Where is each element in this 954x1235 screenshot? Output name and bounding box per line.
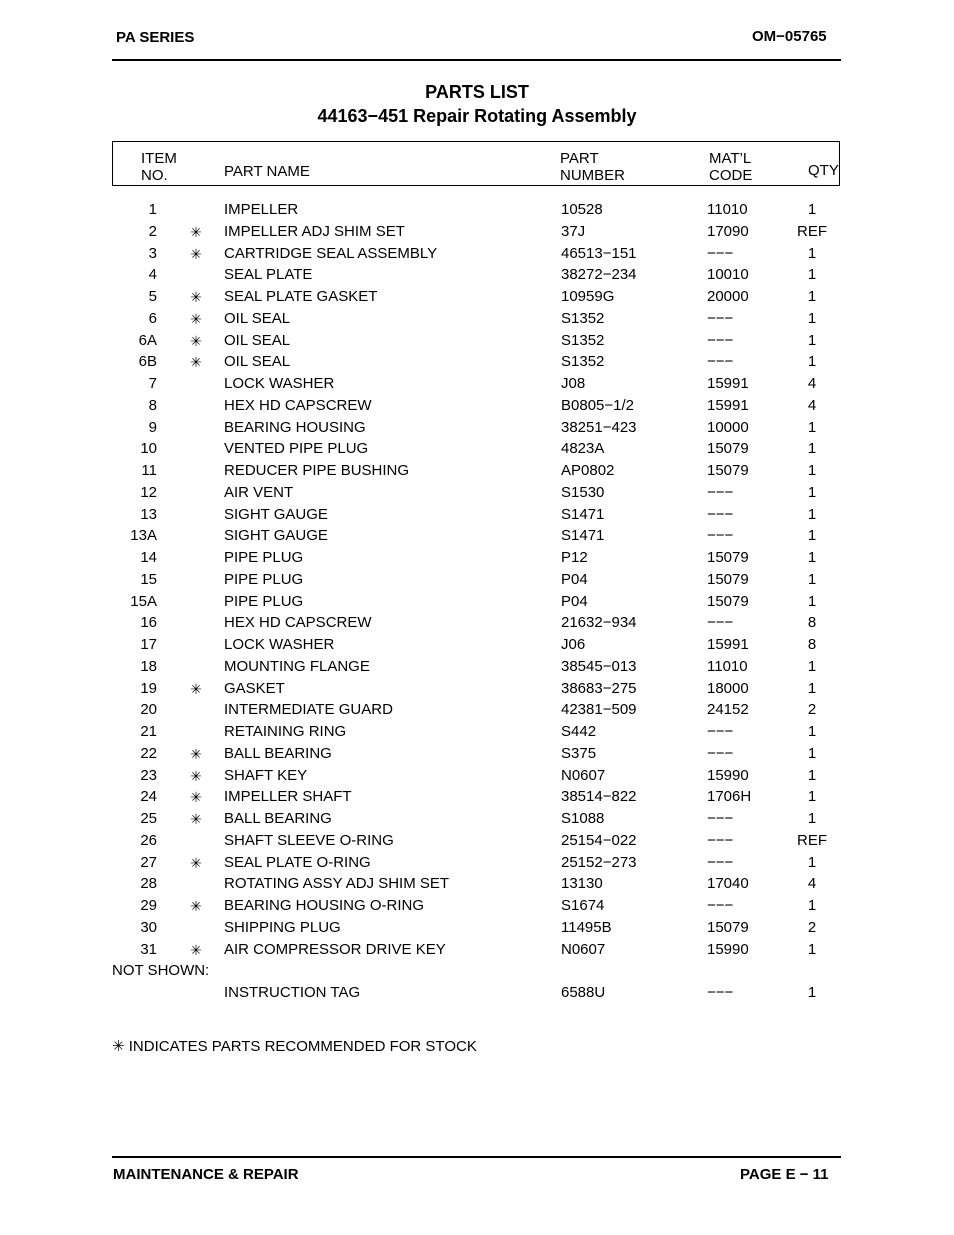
quantity: 1 bbox=[807, 897, 817, 914]
material-code: 15990 bbox=[707, 766, 749, 784]
stock-marker-icon: ✳ bbox=[190, 941, 202, 958]
part-number: J08 bbox=[561, 375, 586, 392]
item-number: 3 bbox=[148, 244, 157, 262]
part-number: 10528 bbox=[561, 201, 603, 218]
part-name: PIPE PLUG bbox=[224, 570, 304, 588]
footnote: ✳ INDICATES PARTS RECOMMENDED FOR STOCK bbox=[112, 1038, 477, 1055]
material-code: −−− bbox=[707, 505, 734, 523]
material-code: 15991 bbox=[707, 636, 749, 653]
part-name: AIR COMPRESSOR DRIVE KEY bbox=[224, 940, 446, 958]
item-number: 26 bbox=[140, 831, 157, 849]
stock-marker-icon: ✳ bbox=[190, 854, 202, 871]
material-code: −−− bbox=[707, 853, 734, 871]
table-row bbox=[0, 245, 954, 267]
quantity: 1 bbox=[807, 788, 817, 806]
stock-marker-icon: ✳ bbox=[190, 680, 202, 697]
part-name: INSTRUCTION TAG bbox=[224, 984, 361, 1001]
item-number: 17 bbox=[140, 636, 157, 653]
part-number: S1352 bbox=[561, 353, 605, 371]
stock-marker-icon: ✳ bbox=[190, 245, 202, 262]
quantity: 1 bbox=[807, 353, 817, 371]
stock-marker-icon: ✳ bbox=[190, 223, 202, 240]
page-subtitle: 44163−451 Repair Rotating Assembly bbox=[317, 106, 637, 126]
part-number: S1352 bbox=[561, 331, 605, 349]
table-row bbox=[0, 593, 954, 615]
part-number: 38683−275 bbox=[561, 679, 637, 697]
quantity: 1 bbox=[807, 723, 817, 740]
item-number: 29 bbox=[140, 897, 157, 914]
item-number: 11 bbox=[141, 462, 157, 479]
material-code: 17040 bbox=[707, 875, 749, 893]
part-number: 4823A bbox=[561, 440, 605, 458]
part-name: SIGHT GAUGE bbox=[224, 505, 328, 523]
table-row bbox=[0, 397, 954, 419]
part-number: P12 bbox=[561, 549, 588, 566]
part-number: 21632−934 bbox=[561, 614, 637, 632]
part-name: SHAFT KEY bbox=[224, 766, 308, 784]
part-number: J06 bbox=[561, 636, 586, 653]
material-code: −−− bbox=[707, 723, 734, 740]
table-row bbox=[0, 375, 954, 397]
material-code: −−− bbox=[707, 831, 734, 849]
column-header-material-code: MAT’L CODE bbox=[709, 150, 753, 184]
parts-table-body bbox=[0, 201, 954, 1006]
page-title: PARTS LIST bbox=[425, 82, 529, 102]
item-number: 18 bbox=[140, 657, 157, 675]
table-row bbox=[0, 440, 954, 462]
material-code: −−− bbox=[707, 244, 734, 262]
part-name: IMPELLER ADJ SHIM SET bbox=[224, 222, 405, 240]
table-row bbox=[0, 701, 954, 723]
quantity: 8 bbox=[807, 636, 817, 653]
item-number: 25 bbox=[140, 810, 157, 827]
item-number: 6B bbox=[138, 353, 157, 371]
material-code: 10000 bbox=[707, 418, 749, 436]
quantity: 2 bbox=[807, 701, 817, 719]
part-name: OIL SEAL bbox=[224, 331, 291, 349]
material-code: −−− bbox=[707, 483, 734, 501]
table-row bbox=[0, 788, 954, 810]
part-number: P04 bbox=[561, 592, 588, 610]
stock-marker-icon: ✳ bbox=[190, 745, 202, 762]
quantity: 1 bbox=[807, 288, 817, 305]
part-number: S1088 bbox=[561, 810, 605, 827]
quantity: 1 bbox=[807, 462, 817, 479]
table-row bbox=[0, 658, 954, 680]
series-label: PA SERIES bbox=[116, 29, 195, 46]
part-number: 10959G bbox=[561, 288, 615, 305]
part-number: S1352 bbox=[561, 309, 605, 327]
material-code: 15079 bbox=[707, 918, 749, 936]
stock-marker-icon: ✳ bbox=[190, 289, 202, 305]
part-name: IMPELLER SHAFT bbox=[224, 788, 352, 806]
part-name: SHAFT SLEEVE O-RING bbox=[224, 831, 394, 849]
table-row bbox=[0, 941, 954, 963]
table-row bbox=[0, 223, 954, 245]
material-code: −−− bbox=[707, 984, 734, 1001]
table-row bbox=[0, 767, 954, 789]
stock-marker-icon: ✳ bbox=[190, 332, 202, 349]
part-name: INTERMEDIATE GUARD bbox=[224, 701, 393, 719]
part-name: PIPE PLUG bbox=[224, 549, 304, 566]
item-number: 4 bbox=[148, 266, 157, 284]
item-number: 12 bbox=[140, 483, 157, 501]
table-row bbox=[0, 527, 954, 549]
item-number: 6 bbox=[148, 309, 157, 327]
table-row bbox=[0, 419, 954, 441]
column-header-item: ITEM NO. bbox=[141, 150, 177, 184]
quantity: 4 bbox=[807, 375, 817, 392]
quantity: 1 bbox=[807, 440, 817, 458]
material-code: 15991 bbox=[707, 396, 749, 414]
part-number: 6588U bbox=[561, 984, 606, 1001]
not-shown-row bbox=[0, 962, 954, 984]
part-number: S1530 bbox=[561, 483, 605, 501]
column-header-part-name: PART NAME bbox=[224, 163, 310, 180]
table-row bbox=[0, 462, 954, 484]
part-name: OIL SEAL bbox=[224, 309, 291, 327]
item-number: 7 bbox=[148, 375, 157, 392]
item-number: 2 bbox=[148, 222, 157, 240]
table-row bbox=[0, 984, 954, 1006]
quantity: 1 bbox=[807, 309, 817, 327]
quantity: 1 bbox=[807, 940, 817, 958]
item-number: 9 bbox=[148, 418, 157, 436]
part-number: S442 bbox=[561, 723, 597, 740]
part-name: SIGHT GAUGE bbox=[224, 527, 328, 545]
material-code: −−− bbox=[707, 744, 734, 762]
quantity: 1 bbox=[807, 810, 817, 827]
part-number: 25152−273 bbox=[561, 853, 637, 871]
item-number: 20 bbox=[140, 701, 157, 719]
table-row bbox=[0, 680, 954, 702]
part-number: 37J bbox=[561, 222, 586, 240]
material-code: −−− bbox=[707, 897, 734, 914]
item-number: 6A bbox=[138, 331, 157, 349]
quantity: 1 bbox=[807, 592, 817, 610]
quantity: 1 bbox=[807, 266, 817, 284]
part-name: AIR VENT bbox=[224, 483, 294, 501]
quantity: 1 bbox=[807, 570, 817, 588]
item-number: 16 bbox=[140, 614, 157, 632]
quantity: 1 bbox=[807, 657, 817, 675]
quantity: REF bbox=[797, 831, 827, 849]
part-name: BALL BEARING bbox=[224, 744, 332, 762]
item-number: 8 bbox=[148, 396, 157, 414]
item-number: 5 bbox=[148, 288, 157, 305]
item-number: 24 bbox=[140, 788, 157, 806]
stock-marker-icon: ✳ bbox=[190, 310, 202, 327]
table-row bbox=[0, 332, 954, 354]
part-name: MOUNTING FLANGE bbox=[224, 657, 370, 675]
item-number: 22 bbox=[140, 744, 157, 762]
part-name: RETAINING RING bbox=[224, 723, 347, 740]
part-number: S1674 bbox=[561, 897, 605, 914]
part-name: REDUCER PIPE BUSHING bbox=[224, 462, 410, 479]
part-name: ROTATING ASSY ADJ SHIM SET bbox=[224, 875, 450, 893]
quantity: 1 bbox=[807, 331, 817, 349]
material-code: 15079 bbox=[707, 570, 749, 588]
part-number: 38251−423 bbox=[561, 418, 637, 436]
table-row bbox=[0, 310, 954, 332]
part-name: PIPE PLUG bbox=[224, 592, 304, 610]
part-number: 42381−509 bbox=[561, 701, 637, 719]
quantity: 1 bbox=[807, 527, 817, 545]
part-name: SEAL PLATE O-RING bbox=[224, 853, 371, 871]
part-name: LOCK WASHER bbox=[224, 636, 335, 653]
quantity: 1 bbox=[807, 679, 817, 697]
table-row bbox=[0, 571, 954, 593]
table-row bbox=[0, 549, 954, 571]
quantity: 1 bbox=[807, 483, 817, 501]
quantity: 1 bbox=[807, 853, 817, 871]
table-row bbox=[0, 897, 954, 919]
table-row bbox=[0, 723, 954, 745]
part-number: 25154−022 bbox=[561, 831, 637, 849]
quantity: REF bbox=[797, 222, 827, 240]
material-code: −−− bbox=[707, 353, 734, 371]
part-number: 38272−234 bbox=[561, 266, 637, 284]
part-name: SEAL PLATE GASKET bbox=[224, 288, 378, 305]
material-code: −−− bbox=[707, 331, 734, 349]
part-name: HEX HD CAPSCREW bbox=[224, 396, 372, 414]
part-name: VENTED PIPE PLUG bbox=[224, 440, 369, 458]
item-number: 30 bbox=[140, 918, 157, 936]
item-number: 27 bbox=[140, 853, 157, 871]
table-row bbox=[0, 636, 954, 658]
part-name: SHIPPING PLUG bbox=[224, 918, 341, 936]
table-row bbox=[0, 614, 954, 636]
material-code: 1706H bbox=[707, 788, 752, 806]
item-number: 28 bbox=[140, 875, 157, 893]
item-number: 14 bbox=[140, 549, 157, 566]
material-code: 11010 bbox=[707, 657, 748, 675]
material-code: −−− bbox=[707, 309, 734, 327]
part-name: BEARING HOUSING bbox=[224, 418, 366, 436]
item-number: 1 bbox=[148, 201, 157, 218]
item-number: 10 bbox=[140, 440, 157, 458]
part-name: OIL SEAL bbox=[224, 353, 291, 371]
table-row bbox=[0, 854, 954, 876]
table-row bbox=[0, 832, 954, 854]
quantity: 1 bbox=[807, 505, 817, 523]
table-row bbox=[0, 506, 954, 528]
material-code: 11010 bbox=[707, 201, 748, 218]
table-row bbox=[0, 288, 954, 310]
material-code: −−− bbox=[707, 810, 734, 827]
quantity: 8 bbox=[807, 614, 817, 632]
part-number: B0805−1/2 bbox=[561, 396, 634, 414]
material-code: −−− bbox=[707, 614, 734, 632]
material-code: 15079 bbox=[707, 440, 749, 458]
material-code: 15990 bbox=[707, 940, 749, 958]
footer-rule bbox=[112, 1156, 841, 1158]
part-number: N0607 bbox=[561, 766, 606, 784]
part-number: 11495B bbox=[561, 918, 612, 936]
stock-marker-icon: ✳ bbox=[190, 789, 202, 806]
column-header-part-number: PART NUMBER bbox=[560, 150, 626, 184]
part-number: 38514−822 bbox=[561, 788, 637, 806]
table-row bbox=[0, 353, 954, 375]
header-rule bbox=[112, 59, 841, 61]
item-number: 19 bbox=[140, 679, 157, 697]
material-code: −−− bbox=[707, 527, 734, 545]
quantity: 1 bbox=[807, 418, 817, 436]
part-number: S1471 bbox=[561, 505, 605, 523]
stock-marker-icon: ✳ bbox=[190, 354, 202, 371]
item-number: 23 bbox=[140, 766, 157, 784]
quantity: 1 bbox=[807, 201, 817, 218]
material-code: 15079 bbox=[707, 592, 749, 610]
quantity: 1 bbox=[807, 744, 817, 762]
material-code: 15991 bbox=[707, 375, 749, 392]
document-number: OM−05765 bbox=[752, 28, 827, 45]
part-name: BEARING HOUSING O-RING bbox=[224, 897, 425, 914]
part-name: BALL BEARING bbox=[224, 810, 332, 827]
item-number: 15 bbox=[140, 570, 157, 588]
stock-marker-icon: ✳ bbox=[190, 898, 202, 914]
item-number: 13A bbox=[130, 527, 157, 545]
material-code: 20000 bbox=[707, 288, 749, 305]
quantity: 1 bbox=[807, 549, 817, 566]
material-code: 15079 bbox=[707, 549, 749, 566]
stock-marker-icon: ✳ bbox=[190, 811, 202, 827]
material-code: 10010 bbox=[707, 266, 749, 284]
page-number: PAGE E − 11 bbox=[740, 1166, 829, 1183]
part-name: GASKET bbox=[224, 679, 285, 697]
column-header-qty: QTY bbox=[808, 162, 839, 179]
part-number: 46513−151 bbox=[561, 244, 637, 262]
material-code: 18000 bbox=[707, 679, 749, 697]
part-name: LOCK WASHER bbox=[224, 375, 335, 392]
quantity: 4 bbox=[807, 396, 817, 414]
item-number: 13 bbox=[140, 505, 157, 523]
part-name: IMPELLER bbox=[224, 201, 299, 218]
table-row bbox=[0, 266, 954, 288]
part-number: N0607 bbox=[561, 940, 606, 958]
material-code: 15079 bbox=[707, 462, 749, 479]
quantity: 1 bbox=[807, 984, 817, 1001]
quantity: 2 bbox=[807, 918, 817, 936]
part-name: SEAL PLATE bbox=[224, 266, 313, 284]
stock-marker-icon: ✳ bbox=[190, 767, 202, 784]
part-name: CARTRIDGE SEAL ASSEMBLY bbox=[224, 244, 438, 262]
table-row bbox=[0, 919, 954, 941]
not-shown-label: NOT SHOWN: bbox=[112, 962, 210, 980]
table-header bbox=[112, 141, 840, 186]
part-number: 38545−013 bbox=[561, 657, 637, 675]
material-code: 24152 bbox=[707, 701, 749, 719]
table-row bbox=[0, 745, 954, 767]
table-row bbox=[0, 875, 954, 897]
part-number: P04 bbox=[561, 570, 588, 588]
part-number: AP0802 bbox=[561, 462, 615, 479]
table-row bbox=[0, 810, 954, 832]
quantity: 1 bbox=[807, 766, 817, 784]
item-number: 15A bbox=[130, 592, 157, 610]
quantity: 1 bbox=[807, 244, 817, 262]
quantity: 4 bbox=[807, 875, 817, 893]
part-number: 13130 bbox=[561, 875, 603, 893]
table-row bbox=[0, 484, 954, 506]
item-number: 31 bbox=[140, 940, 157, 958]
section-label: MAINTENANCE & REPAIR bbox=[113, 1166, 299, 1183]
part-name: HEX HD CAPSCREW bbox=[224, 614, 372, 632]
item-number: 21 bbox=[140, 723, 157, 740]
material-code: 17090 bbox=[707, 222, 749, 240]
part-number: S375 bbox=[561, 744, 597, 762]
table-row bbox=[0, 201, 954, 223]
part-number: S1471 bbox=[561, 527, 605, 545]
